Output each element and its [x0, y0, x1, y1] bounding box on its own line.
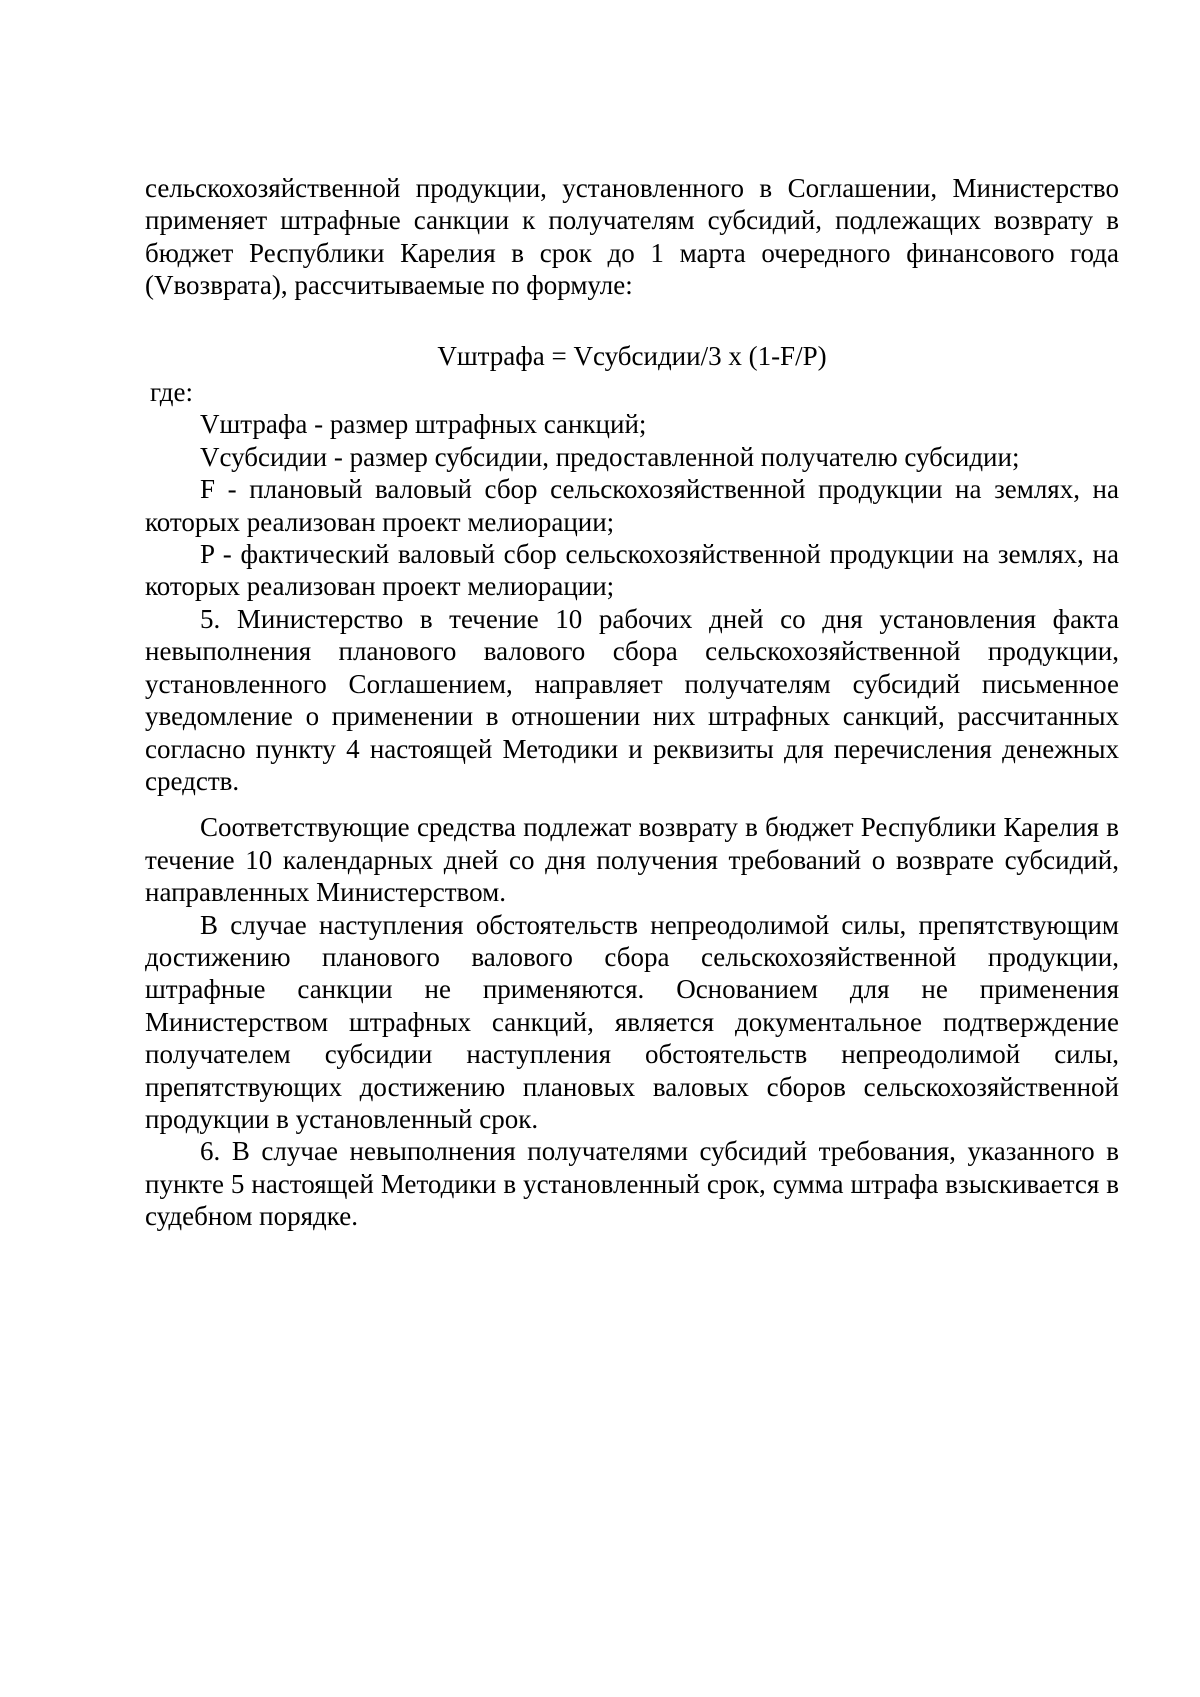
document-page	[145, 172, 1119, 1233]
item-5-paragraph: 5. Министерство в течение 10 рабочих дней со дня установления факта невыполнения планового валового сбора сельскохозяйственной продукции, установленного Соглашением, направляет получателям субсидий письменное уведомление о применении в отношении них штрафных санкций, рассчитанных согласно пункту 4 настоящей Методики и реквизиты для перечисления денежных средств.	[145, 603, 1119, 796]
definition-v-penalty: Vштрафа - размер штрафных санкций;	[200, 409, 647, 440]
force-majeure-paragraph: В случае наступления обстоятельств непреодолимой силы, препятствующим достижению планового валового сбора сельскохозяйственной продукции, штрафные санкции не применяются. Основанием для не применения Министерством штрафных санкций, является документальное подтверждение получателем субсидии наступления обстоятельств непреодолимой силы, препятствующих достижению плановых валовых сборов сельскохозяйственной продукции в установленный срок.	[145, 909, 1119, 1134]
definition-p: P - фактический валовый сбор сельскохозяйственной продукции на землях, на которых реализован проект мелиорации;	[145, 539, 1119, 602]
item-6-paragraph: 6. В случае невыполнения получателями субсидий требования, указанного в пункте 5 настоящей Методики в установленный срок, сумма штрафа взыскивается в судебном порядке.	[145, 1136, 1119, 1232]
item-5-return-paragraph: Соответствующие средства подлежат возврату в бюджет Республики Карелия в течение 10 календарных дней со дня получения требований о возврате субсидий, направленных Министерством.	[145, 812, 1119, 908]
definition-f: F - плановый валовый сбор сельскохозяйственной продукции на землях, на которых реализован проект мелиорации;	[145, 474, 1119, 537]
intro-paragraph: сельскохозяйственной продукции, установленного в Соглашении, Министерство применяет штрафные санкции к получателям субсидий, подлежащих возврату в бюджет Республики Карелия в срок до 1 марта очередного финансового года (Vвозврата), рассчитываемые по формуле:	[145, 173, 1119, 301]
definition-v-subsidy: Vсубсидии - размер субсидии, предоставленной получателю субсидии;	[200, 441, 1020, 472]
where-label: где:	[150, 377, 193, 408]
penalty-formula: Vштрафа = Vсубсидии/3 x (1-F/P)	[437, 340, 827, 371]
